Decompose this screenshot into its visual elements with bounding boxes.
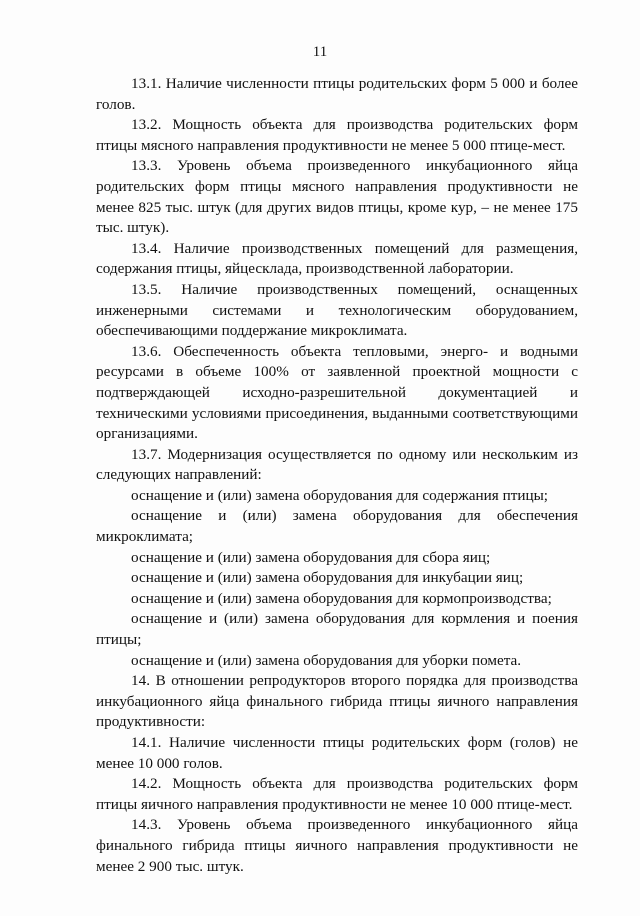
page-number: 11 [312,44,328,60]
list-item-microclimate-equipment: оснащение и (или) замена оборудования для обеспечения микроклимата; [96,507,578,546]
document-body [96,74,578,877]
paragraph-13-2: 13.2. Мощность объекта для производства родительских форм птицы мясного направления продуктивности не менее 5 000 птице-мест. [96,116,578,154]
paragraph-14-2: 14.2. Мощность объекта для производства родительских форм птицы яичного направления продуктивности не менее 10 000 птице-мест. [96,775,578,813]
paragraph-13-1: 13.1. Наличие численности птицы родительских форм 5 000 и более голов. [96,75,578,113]
paragraph-13-3: 13.3. Уровень объема произведенного инкубационного яйца родительских форм птицы мясного направления продуктивности не менее 825 тыс. штук (для других видов птицы, кроме кур, – не менее 175 тыс. штук). [96,157,578,237]
paragraph-13-5: 13.5. Наличие производственных помещений, оснащенных инженерными системами и технологическим оборудованием, обеспечивающими поддержание микроклимата. [96,280,578,340]
paragraph-14-3: 14.3. Уровень объема произведенного инкубационного яйца финального гибрида птицы яичного направления продуктивности не менее 2 900 тыс. штук. [96,816,578,875]
list-item-manure-removal-equipment: оснащение и (или) замена оборудования для уборки помета. [131,651,522,669]
list-item-feed-production-equipment: оснащение и (или) замена оборудования для кормопроизводства; [131,589,552,607]
paragraph-13-6: 13.6. Обеспеченность объекта тепловыми, энерго- и водными ресурсами в объеме 100% от заявленной проектной мощности с подтверждающей исходно-разрешительной документацией и техническими условиями присоединения, выданными соответствующими организациями. [96,342,578,443]
paragraph-14: 14. В отношении репродукторов второго порядка для производства инкубационного яйца финального гибрида птицы яичного направления продуктивности: [96,672,578,731]
list-item-feeding-watering-equipment: оснащение и (или) замена оборудования для кормления и поения птицы; [96,610,578,649]
list-item-egg-collection-equipment: оснащение и (или) замена оборудования для сбора яиц; [131,548,491,566]
paragraph-14-1: 14.1. Наличие численности птицы родительских форм (голов) не менее 10 000 голов. [96,734,578,772]
list-item-incubation-equipment: оснащение и (или) замена оборудования для инкубации яиц; [131,569,524,587]
paragraph-13-4: 13.4. Наличие производственных помещений для размещения, содержания птицы, яйцесклада, производственной лаборатории. [96,239,578,278]
paragraph-13-7: 13.7. Модернизация осуществляется по одному или нескольким из следующих направлений: [96,445,578,484]
list-item-housing-equipment: оснащение и (или) замена оборудования для содержания птицы; [131,486,549,504]
